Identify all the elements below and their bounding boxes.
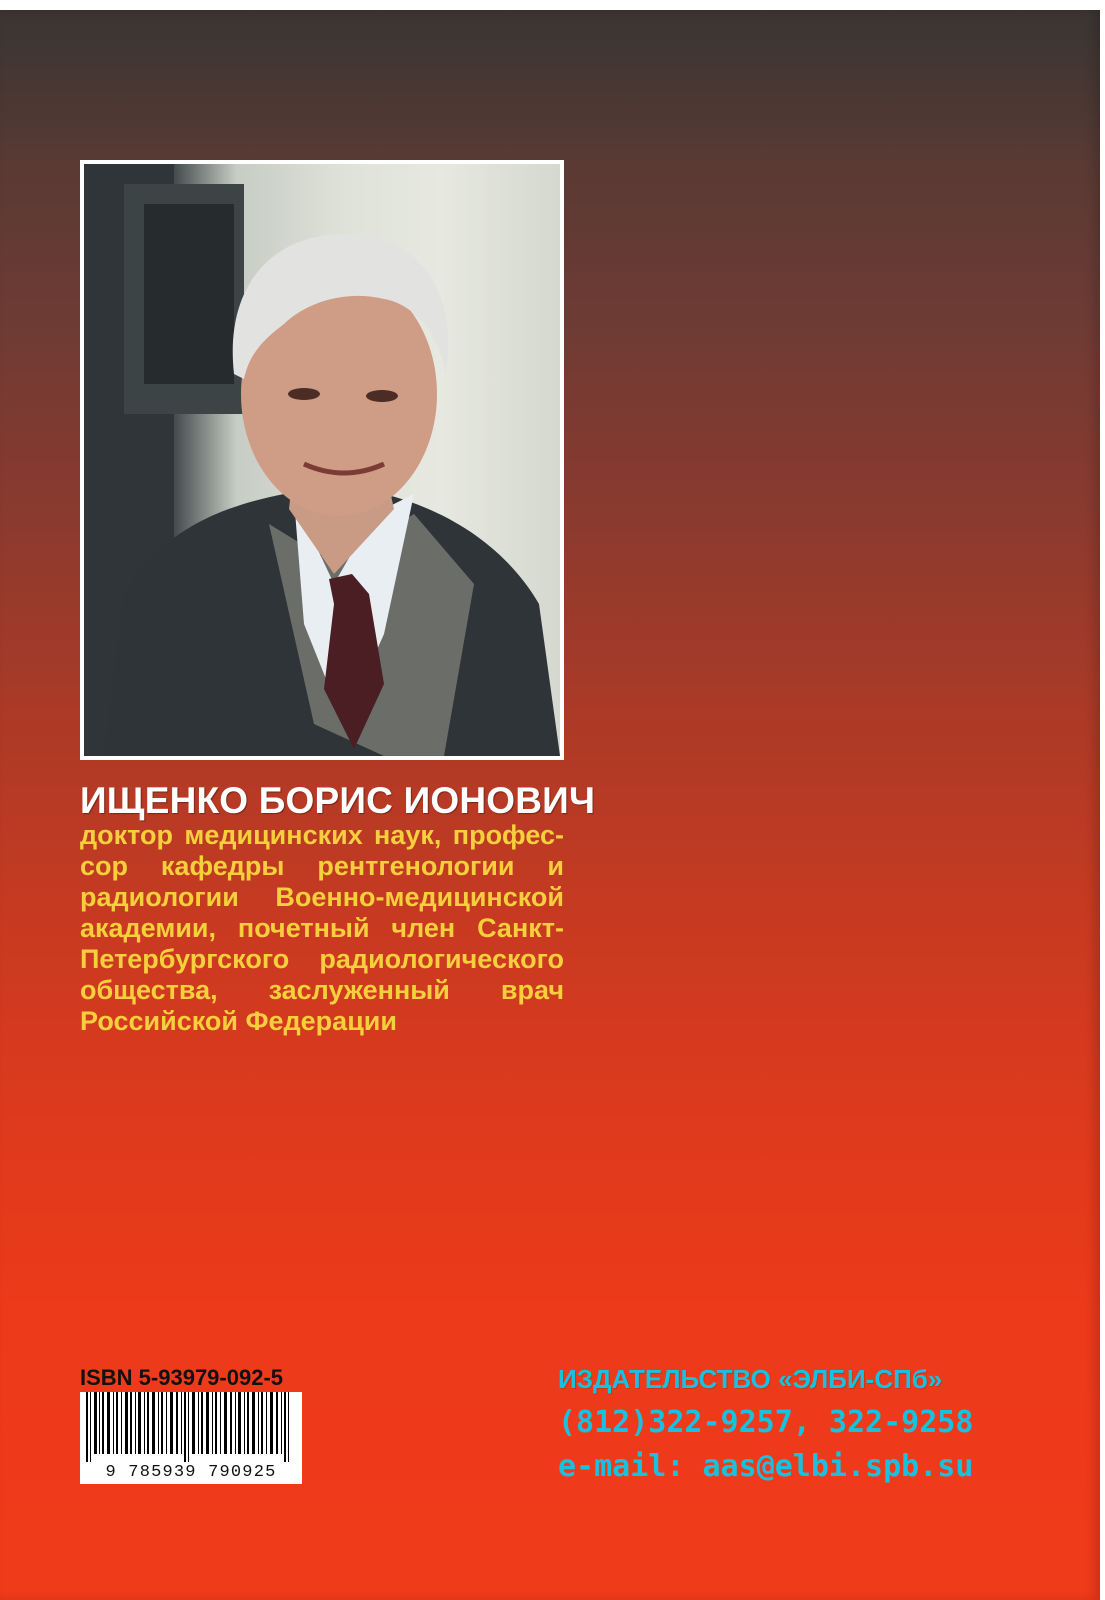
publisher-name: ИЗДАТЕЛЬСТВО «ЭЛБИ-СПб» — [558, 1364, 943, 1394]
author-portrait-illustration — [84, 164, 560, 756]
barcode-digits: 9 785939 790925 — [80, 1462, 302, 1484]
author-bio-line: академии, почетный член Санкт- — [80, 913, 564, 943]
author-bio — [80, 820, 564, 1037]
barcode-bars — [80, 1392, 302, 1462]
author-bio-line: сор кафедры рентгенологии и — [80, 851, 564, 881]
author-photo-frame — [80, 160, 564, 760]
author-photo — [84, 164, 560, 756]
author-name: ИЩЕНКО БОРИС ИОНОВИЧ — [80, 780, 596, 821]
author-bio-line: Петербургского радиологического — [80, 944, 564, 974]
author-bio-line: доктор медицинских наук, профес- — [80, 820, 564, 850]
publisher-email: e-mail: aas@elbi.spb.su — [558, 1449, 974, 1484]
author-bio-line: радиологии Военно-медицинской — [80, 882, 564, 912]
publisher-phone: (812)322-9257, 322-9258 — [558, 1405, 974, 1440]
isbn-label: ISBN 5-93979-092-5 — [80, 1365, 284, 1390]
author-bio-line: общества, заслуженный врач — [80, 975, 564, 1005]
author-bio-line: Российской Федерации — [80, 1006, 397, 1036]
